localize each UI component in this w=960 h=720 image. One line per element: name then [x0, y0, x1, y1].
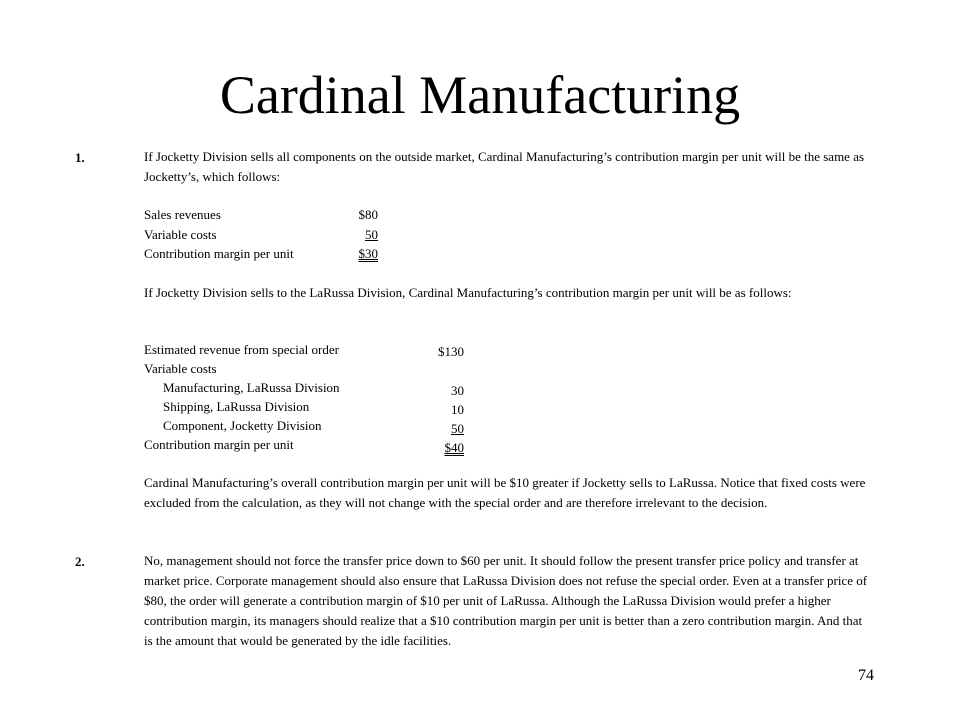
table2-component-label: Component, Jocketty Division: [163, 418, 322, 433]
table2-manufacturing-value: 30: [451, 383, 464, 398]
table2-revenue-label: Estimated revenue from special order: [144, 342, 339, 357]
page-title: Cardinal Manufacturing: [219, 65, 741, 125]
table2-shipping-label: Shipping, LaRussa Division: [163, 399, 310, 414]
question-1-intro: If Jocketty Division sells all components on the outside market, Cardinal Manufacturing’s contribution margin per unit will be the same as Jocketty’s, which follows:: [144, 149, 865, 184]
table2-variable-costs-label: Variable costs: [144, 361, 217, 376]
table2-component-value: [410, 421, 464, 437]
table2-cm-value: [410, 440, 464, 456]
table2-cm-label: Contribution margin per unit: [144, 437, 294, 452]
question-2-answer: No, management should not force the transfer price down to $60 per unit. It should follow the present transfer price policy and transfer at market price. Corporate management should also ensure that LaRussa Division does not refuse the special order. Even at a transfer price of $80, the order will generate a contribution margin of $10 per unit of LaRussa. Although the LaRussa Division would prefer a higher contribution margin, its managers should realize that a $10 contribution margin per unit is better than a zero contribution margin. And that is the amount that would be generated by the idle facilities.: [144, 553, 868, 648]
table1-variable-label: Variable costs: [144, 227, 217, 242]
table1-cm-value-text: $30: [358, 246, 378, 261]
table1-cm-label: Contribution margin per unit: [144, 246, 294, 261]
table2-shipping-value: 10: [451, 402, 464, 417]
table1-cm-value: [330, 246, 378, 262]
question-1-transition: If Jocketty Division sells to the LaRussa Division, Cardinal Manufacturing’s contribution margin per unit will be as follows:: [144, 285, 792, 300]
question-1-number: 1.: [75, 150, 85, 165]
table1-variable-value: [330, 227, 378, 243]
table1-sales-value: $80: [358, 207, 378, 222]
table2-component-value-text: 50: [451, 421, 464, 436]
table2-cm-value-text: $40: [444, 440, 464, 455]
table2-manufacturing-label: Manufacturing, LaRussa Division: [163, 380, 340, 395]
table1-sales-label: Sales revenues: [144, 207, 221, 222]
page-number: 74: [858, 667, 874, 684]
table2-revenue-value: $130: [438, 344, 464, 359]
question-1-conclusion: Cardinal Manufacturing’s overall contribution margin per unit will be $10 greater if Jocketty sells to LaRussa. Notice that fixed costs were excluded from the calculation, as they will not change with the special order and are therefore irrelevant to the decision.: [144, 475, 866, 510]
question-2-number: 2.: [75, 554, 85, 569]
table1-variable-value-text: 50: [365, 227, 378, 242]
